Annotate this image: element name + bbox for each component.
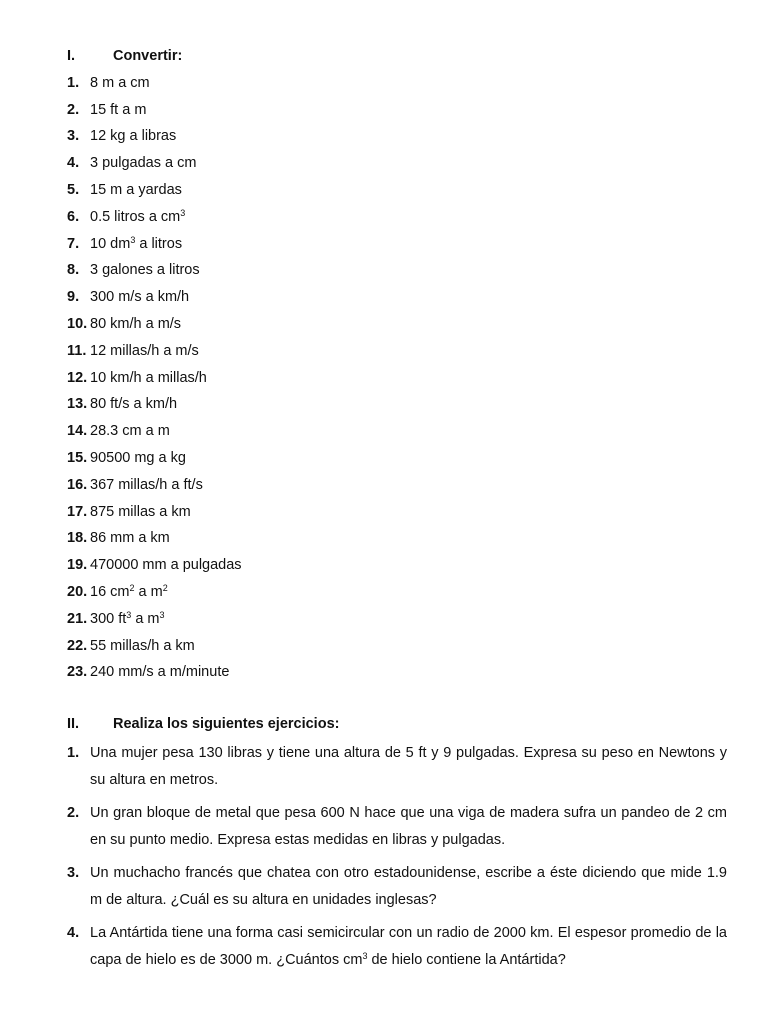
item-text-part: 15 ft a m [90,101,147,118]
item-text-part: 12 kg a libras [90,128,177,145]
item-text-part: 15 m a yardas [90,181,182,198]
list-item [67,307,727,334]
section-heading [67,46,727,66]
item-text-part: a m [134,583,163,600]
item-text-part: 300 m/s a km/h [90,289,190,306]
item-number: 17. [67,503,88,520]
item-text [90,475,203,495]
item-text-part: 0.5 litros a cm [90,208,181,225]
item-text [90,368,207,388]
list-item [67,575,727,602]
exercise-list [67,740,727,974]
item-number: 10. [67,315,88,332]
item-text-part: 28.3 cm a m [90,423,170,440]
item-text [90,153,196,173]
item-text-part: 80 ft/s a km/h [90,396,178,413]
item-text [90,287,189,307]
item-text-part: 470000 mm a pulgadas [90,557,242,574]
list-item [67,414,727,441]
item-text [90,860,727,914]
item-number: 14. [67,423,88,440]
section-ejercicios [67,714,727,974]
section-roman-numeral: I. [67,48,76,64]
item-text [90,421,170,441]
superscript: 3 [126,609,132,620]
item-number: 7. [67,235,80,252]
item-number: 19. [67,557,88,574]
item-text-part: 3 galones a litros [90,262,200,279]
item-text-part: Una mujer pesa 130 libras y tiene una altura de 5 ft y 9 pulgadas. Expresa su peso en Newtons y su altura en metros. [90,745,727,788]
exercise-item [67,920,727,974]
item-number: 3. [67,128,80,145]
item-text-part: 80 km/h a m/s [90,315,182,332]
item-text-part: 12 millas/h a m/s [90,342,199,359]
item-text-part: 3 pulgadas a cm [90,155,197,172]
superscript: 3 [159,609,165,620]
item-text-part: 10 dm [90,235,131,252]
item-text-part: 875 millas a km [90,503,191,520]
superscript: 2 [162,582,168,593]
item-number: 20. [67,583,88,600]
item-number: 2. [67,805,80,821]
item-number: 3. [67,865,80,881]
item-number: 12. [67,369,88,386]
item-text [90,555,242,575]
superscript: 2 [129,582,135,593]
list-item [67,200,727,227]
item-text [90,800,727,854]
item-text [90,582,168,602]
item-number: 21. [67,610,88,627]
item-text [90,740,727,794]
item-text-part: 10 km/h a millas/h [90,369,207,386]
item-text [90,207,185,227]
list-item [67,173,727,200]
item-text [90,314,181,334]
list-item [67,66,727,93]
list-item [67,656,727,683]
item-text-part: 8 m a cm [90,74,150,91]
list-item [67,548,727,575]
list-item [67,522,727,549]
item-text [90,636,195,656]
item-text-part: 300 ft [90,610,127,627]
item-text-part: 55 millas/h a km [90,637,195,654]
item-number: 11. [67,342,87,359]
item-text-part: a litros [135,235,183,252]
item-text [90,234,182,254]
item-text [90,528,170,548]
item-text-part: Un gran bloque de metal que pesa 600 N hace que una viga de madera sufra un pandeo de 2 cm en su punto medio. Expresa estas medidas en libras y pulgadas. [90,805,727,848]
item-text-part: La Antártida tiene una forma casi semicircular con un radio de 2000 km. El espesor promedio de la capa de hielo es de 3000 m. ¿Cuántos cm [90,925,727,968]
conversion-list [67,66,727,682]
list-item [67,146,727,173]
list-item [67,280,727,307]
item-text-part: 86 mm a km [90,530,170,547]
item-text [90,260,200,280]
exercise-item [67,740,727,794]
list-item [67,120,727,147]
item-text [90,100,146,120]
exercise-item [67,800,727,854]
list-item [67,254,727,281]
item-text [90,609,165,629]
list-item [67,495,727,522]
item-number: 15. [67,449,88,466]
item-text [90,180,182,200]
item-text [90,502,191,522]
superscript: 3 [362,951,368,961]
item-text-part: 16 cm [90,583,130,600]
item-text [90,394,177,414]
item-number: 16. [67,476,88,493]
list-item [67,441,727,468]
item-text-part: 367 millas/h a ft/s [90,476,203,493]
list-item [67,388,727,415]
item-text [90,341,199,361]
item-text-part: Un muchacho francés que chatea con otro estadounidense, escribe a éste diciendo que mide 1.9 m de altura. ¿Cuál es su altura en unidades inglesas? [90,865,727,908]
item-number: 1. [67,74,80,91]
section-roman-numeral: II. [67,716,80,732]
item-number: 5. [67,181,80,198]
item-number: 6. [67,208,80,225]
section-title: Realiza los siguientes ejercicios: [113,716,340,732]
list-item [67,227,727,254]
list-item [67,629,727,656]
item-text [90,73,150,93]
item-text [90,920,727,974]
item-text-part: a m [131,610,160,627]
list-item [67,334,727,361]
item-number: 4. [67,155,80,172]
item-number: 22. [67,637,88,654]
item-number: 1. [67,745,80,761]
item-number: 23. [67,664,88,681]
section-heading [67,714,727,734]
list-item [67,93,727,120]
section-convertir [67,46,727,682]
item-number: 8. [67,262,80,279]
item-number: 18. [67,530,88,547]
item-text-part: de hielo contiene la Antártida? [367,952,566,968]
item-number: 2. [67,101,80,118]
item-number: 9. [67,289,80,306]
list-item [67,468,727,495]
list-item [67,602,727,629]
item-text [90,126,176,146]
item-number: 13. [67,396,88,413]
item-text [90,448,186,468]
item-text-part: 90500 mg a kg [90,449,186,466]
exercise-item [67,860,727,914]
item-text [90,662,229,682]
superscript: 3 [130,234,136,245]
superscript: 3 [180,207,186,218]
list-item [67,361,727,388]
item-number: 4. [67,925,80,941]
item-text-part: 240 mm/s a m/minute [90,664,230,681]
section-title: Convertir: [113,48,183,64]
